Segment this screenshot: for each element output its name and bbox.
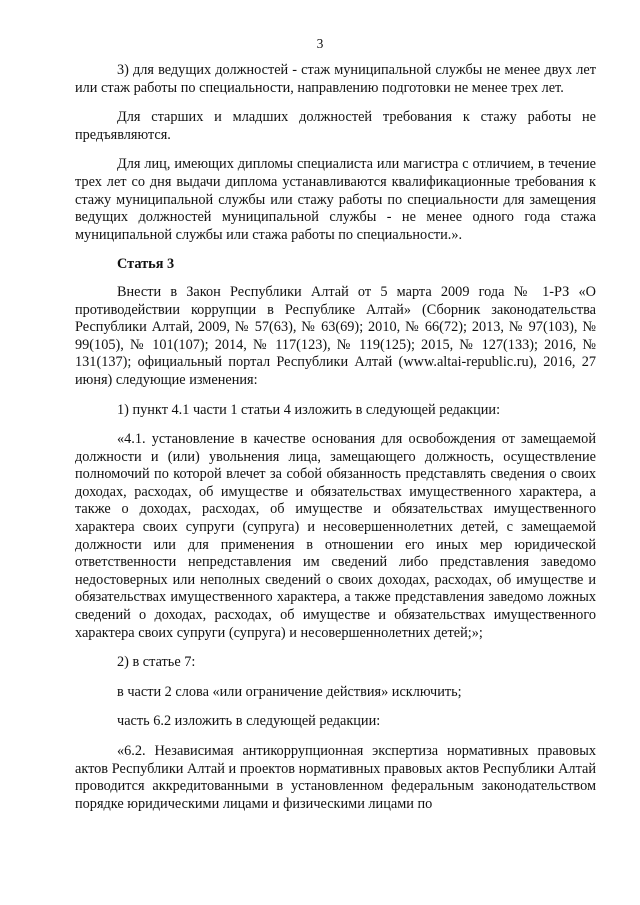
paragraph-amend-law: Внести в Закон Республики Алтай от 5 марта 2009 года № 1-РЗ «О противодействии коррупции в Республике Алтай» (Сборник законодательства Республики Алтай, 2009, № 57(63), № 63(69); 2010, № 66(72); 2013, № 97(103), № 99(105), № 101(107); 2014, № 117(123), № 119(125); 2015, № 127(133); 2016, № 131(137); официальный портал Республики Алтай (www.altai-republic.ru), 2016, 27 июня) следующие изменения: (75, 283, 596, 388)
paragraph-item-4-1: «4.1. установление в качестве основания для освобождения от замещаемой должности и (или) увольнения лица, замещающего должность, осуществление полномочий по которой влечет за собой обязанность представлять сведения о своих доходах, расходах, об имуществе и обязательствах имущественного характера, а также о доходах, расходах, об имуществе и обязательствах имущественного характера своих супруги (супруга) и несовершеннолетних детей, с замещаемой должности или для применения в отношении его иных мер юридической ответственности непредставления им сведений либо представления заведомо недостоверных или неполных сведений о своих доходах, расходах, об имуществе и обязательствах имущественного характера, а также представления заведомо ложных сведений о доходах, расходах, об имуществе и обязательствах имущественного характера своих супруги (супруга) и несовершеннолетних детей;»; (75, 431, 596, 641)
paragraph-senior-junior: Для старших и младших должностей требования к стажу работы не предъявляются. (75, 109, 596, 143)
article-heading: Статья 3 (117, 256, 175, 273)
paragraph-diploma-holders: Для лиц, имеющих дипломы специалиста или магистра с отличием, в течение трех лет со дня выдачи диплома устанавливаются квалификационные требования к стажу муниципальной службы или стажу работы по специальности для замещения ведущих должностей муниципальной службы - не менее одного года стажа муниципальной службы или стажа работы по специальности.». (75, 156, 596, 243)
paragraph-leading-positions: 3) для ведущих должностей - стаж муниципальной службы не менее двух лет или стаж работы по специальности, направлению подготовки не менее трех лет. (75, 62, 596, 96)
paragraph-item-2: 2) в статье 7: (117, 654, 196, 671)
paragraph-item-1: 1) пункт 4.1 части 1 статьи 4 изложить в следующей редакции: (117, 401, 501, 418)
document-body (75, 62, 596, 825)
paragraph-item-6-2: «6.2. Независимая антикоррупционная экспертиза нормативных правовых актов Республики Алтай и проектов нормативных правовых актов Республики Алтай проводится аккредитованными в установленном федеральным законодательством порядке юридическими лицами и физическими лицами по (75, 743, 596, 812)
page-number: 3 (316, 36, 324, 51)
paragraph-part-6-2-intro: часть 6.2 изложить в следующей редакции: (117, 713, 381, 730)
paragraph-part-2: в части 2 слова «или ограничение действия» исключить; (117, 683, 462, 700)
